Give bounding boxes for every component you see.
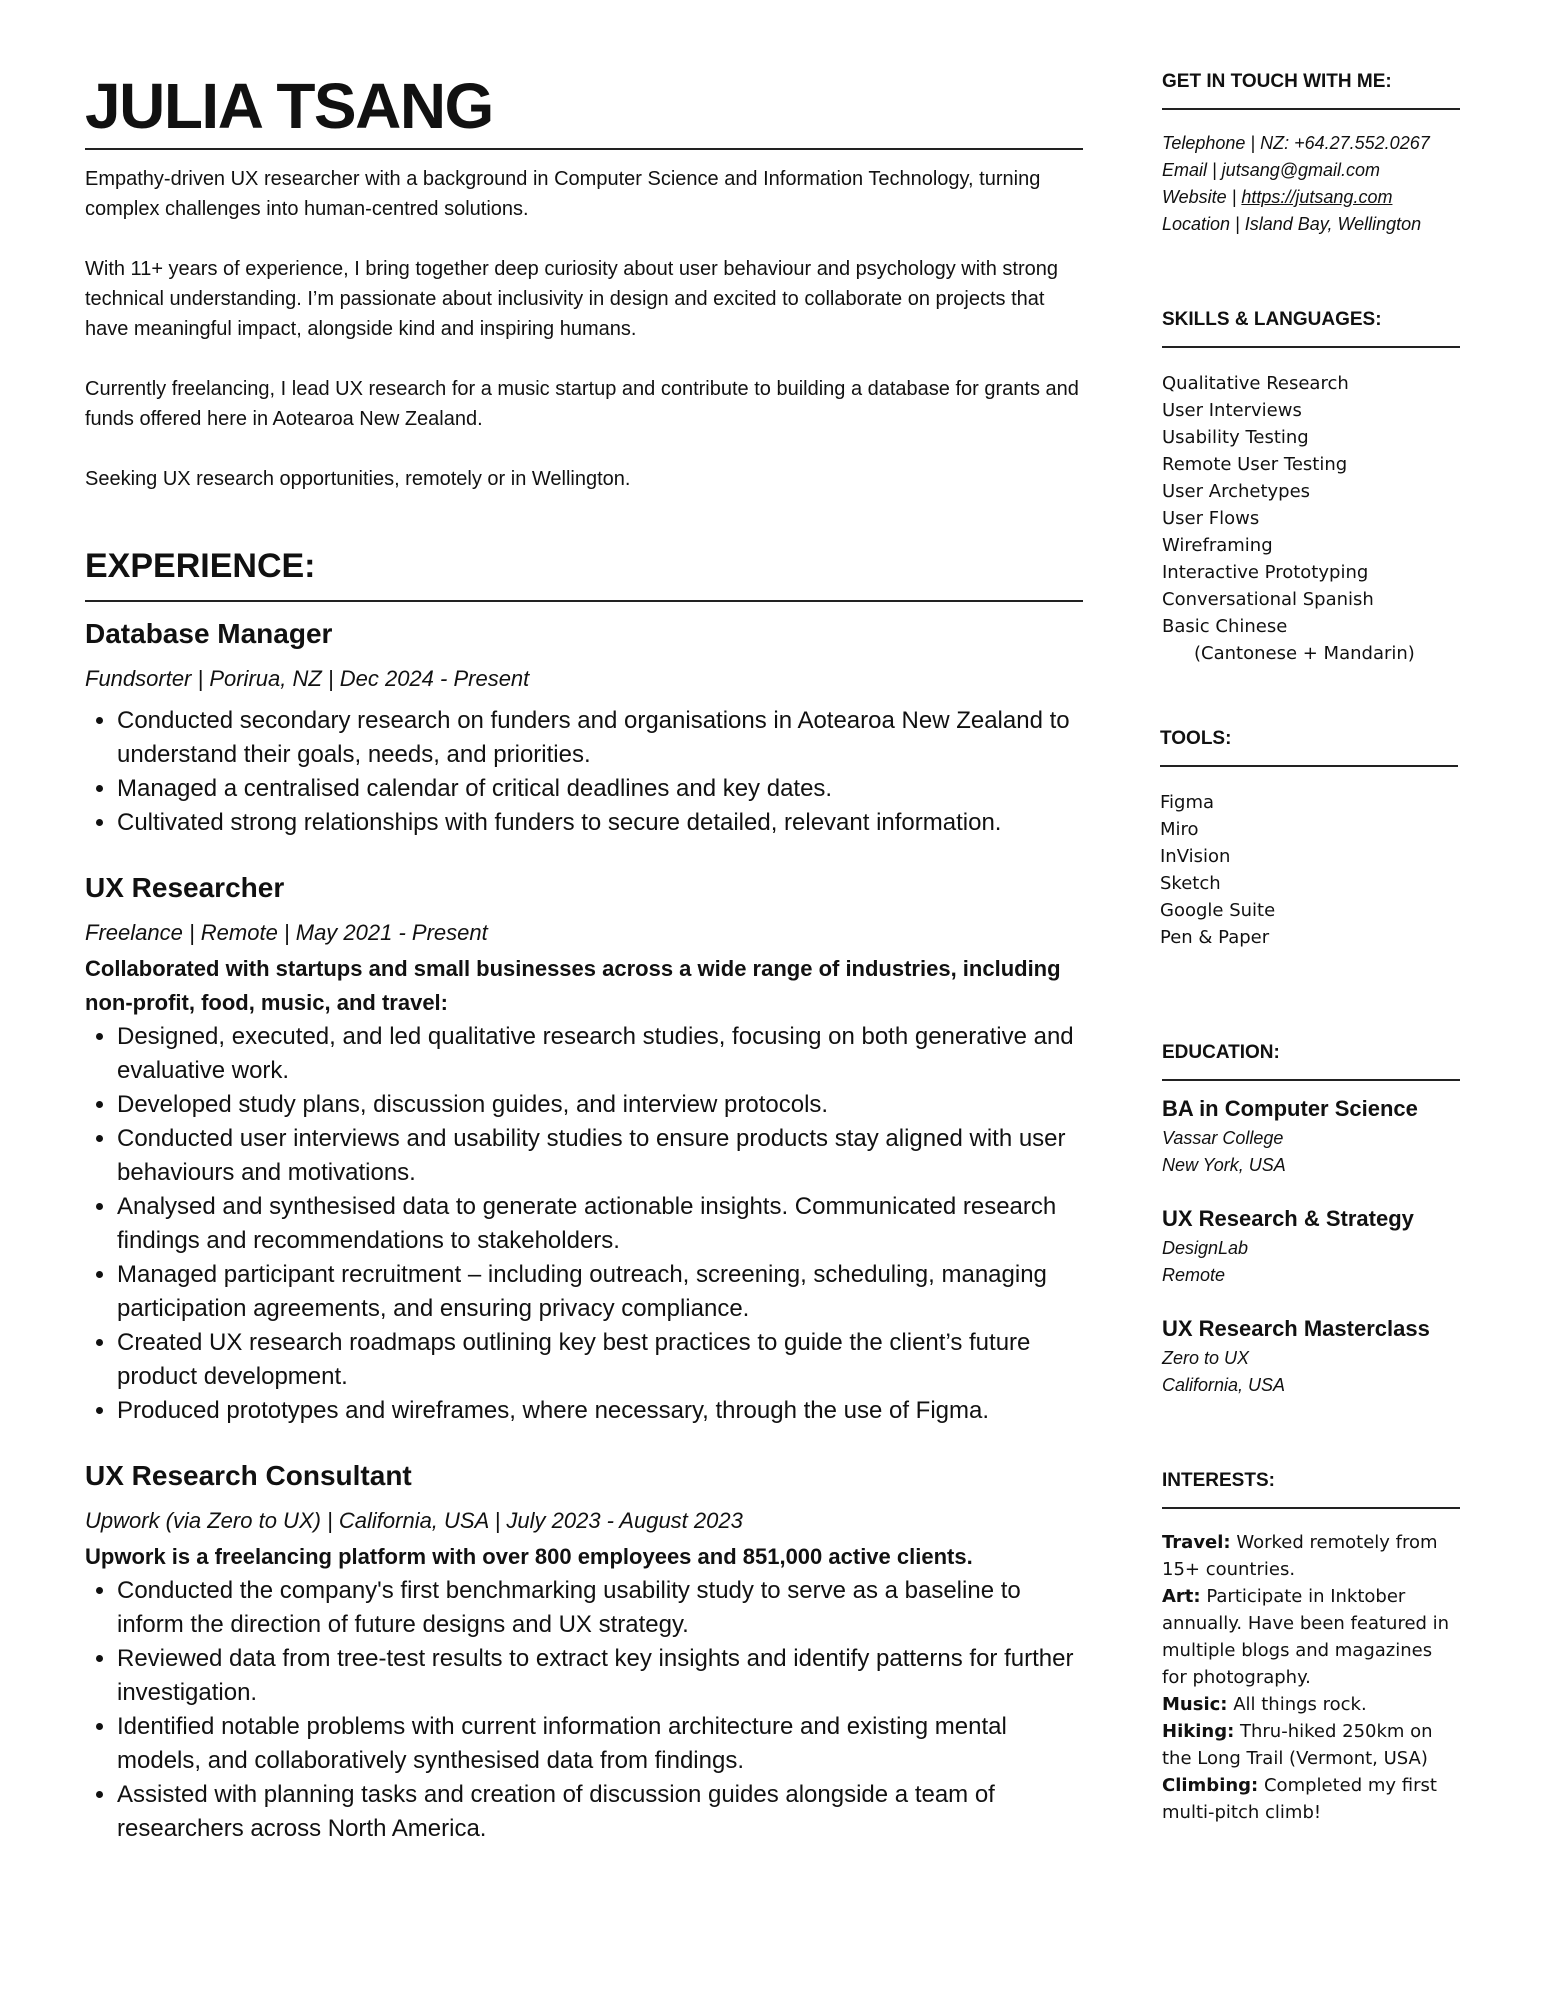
job-meta: Upwork (via Zero to UX) | California, USA | July 2023 - August 2023	[85, 1508, 743, 1533]
skills-section	[1162, 308, 1462, 667]
candidate-name: JULIA TSANG	[85, 70, 493, 142]
skill-item: User Interviews	[1162, 400, 1302, 421]
contact-section	[1162, 70, 1462, 238]
education-degree: UX Research Masterclass	[1162, 1316, 1430, 1341]
intro-paragraph: Seeking UX research opportunities, remotely or in Wellington.	[85, 468, 631, 490]
interests-divider	[1162, 1507, 1460, 1509]
skill-item: Qualitative Research	[1162, 373, 1349, 394]
job-entry	[85, 616, 1085, 840]
tool-item: Pen & Paper	[1160, 927, 1270, 948]
interest-item	[1162, 1529, 1462, 1583]
skill-item: Wireframing	[1162, 535, 1273, 556]
job-bullets	[85, 704, 1085, 840]
job-title: UX Research Consultant	[85, 1460, 412, 1491]
education-school: Zero to UX	[1162, 1348, 1250, 1368]
interest-item	[1162, 1718, 1462, 1772]
skill-item: Interactive Prototyping	[1162, 562, 1369, 583]
interests-section	[1162, 1469, 1462, 1826]
interest-item	[1162, 1772, 1462, 1826]
sidebar	[1162, 70, 1462, 1886]
contact-email: Email | jutsang@gmail.com	[1162, 160, 1381, 180]
education-degree: BA in Computer Science	[1162, 1096, 1418, 1121]
skill-item: Conversational Spanish	[1162, 589, 1374, 610]
job-title: UX Researcher	[85, 872, 285, 903]
education-item	[1162, 1313, 1462, 1399]
experience-heading: EXPERIENCE:	[85, 547, 316, 585]
intro-paragraph: Empathy-driven UX researcher with a background in Computer Science and Information Technology, turning complex challenges into human-centred solutions.	[85, 168, 1041, 220]
main-column	[85, 70, 1085, 1846]
contact-telephone: Telephone | NZ: +64.27.552.0267	[1162, 133, 1430, 153]
name-divider	[85, 148, 1083, 150]
interests-list	[1162, 1529, 1462, 1826]
job-bullet: • Developed study plans, discussion guides, and interview protocols.	[117, 1088, 1085, 1122]
education-school: DesignLab	[1162, 1238, 1249, 1258]
job-bullet: • Conducted the company's first benchmarking usability study to serve as a baseline to inform the direction of future designs and UX strategy.	[117, 1574, 1085, 1642]
job-bullets	[85, 1574, 1085, 1846]
interest-text: Participate in Inktober annually. Have been featured in multiple blogs and magazines for photography.	[1162, 1586, 1450, 1688]
job-meta: Fundsorter | Porirua, NZ | Dec 2024 - Present	[85, 666, 530, 691]
education-item	[1162, 1203, 1462, 1289]
website-label: Website |	[1162, 187, 1242, 207]
interests-heading: INTERESTS:	[1162, 1470, 1275, 1491]
tool-item: InVision	[1160, 846, 1231, 867]
interest-text: Worked remotely from 15+ countries.	[1162, 1532, 1438, 1580]
tool-item: Google Suite	[1160, 900, 1276, 921]
interest-label: Art:	[1162, 1586, 1201, 1607]
interest-label: Travel:	[1162, 1532, 1231, 1553]
tools-section	[1160, 727, 1462, 951]
job-bullet: • Created UX research roadmaps outlining key best practices to guide the client’s future product development.	[117, 1326, 1085, 1394]
education-section	[1162, 1041, 1462, 1399]
experience-divider	[85, 600, 1083, 602]
skill-item: Usability Testing	[1162, 427, 1309, 448]
job-bullets	[85, 1020, 1085, 1428]
education-place: California, USA	[1162, 1375, 1286, 1395]
education-place: New York, USA	[1162, 1155, 1286, 1175]
skills-list	[1162, 370, 1462, 667]
job-bullet: • Managed participant recruitment – including outreach, screening, scheduling, managing participation agreements, and ensuring privacy compliance.	[117, 1258, 1085, 1326]
tool-item: Sketch	[1160, 873, 1221, 894]
interest-label: Music:	[1162, 1694, 1228, 1715]
skills-divider	[1162, 346, 1460, 348]
education-divider	[1162, 1079, 1460, 1081]
interest-item	[1162, 1691, 1462, 1718]
interest-text: Thru-hiked 250km on the Long Trail (Vermont, USA)	[1162, 1721, 1433, 1769]
contact-divider	[1162, 108, 1460, 110]
skill-sub-item: (Cantonese + Mandarin)	[1194, 643, 1415, 664]
job-bullet: • Conducted user interviews and usability studies to ensure products stay aligned with user behaviours and motivations.	[117, 1122, 1085, 1190]
intro-summary	[85, 164, 1085, 494]
skill-item: Remote User Testing	[1162, 454, 1348, 475]
job-bullet: • Conducted secondary research on funders and organisations in Aotearoa New Zealand to understand their goals, needs, and priorities.	[117, 704, 1085, 772]
education-heading: EDUCATION:	[1162, 1042, 1280, 1063]
interest-text: Completed my first multi-pitch climb!	[1162, 1775, 1437, 1823]
job-summary: Upwork is a freelancing platform with over 800 employees and 851,000 active clients.	[85, 1544, 973, 1569]
job-entry	[85, 870, 1085, 1428]
job-title: Database Manager	[85, 618, 333, 649]
job-bullet: • Designed, executed, and led qualitative research studies, focusing on both generative and evaluative work.	[117, 1020, 1085, 1088]
job-summary: Collaborated with startups and small businesses across a wide range of industries, including non-profit, food, music, and travel:	[85, 956, 1061, 1015]
skill-item: Basic Chinese	[1162, 616, 1288, 637]
education-place: Remote	[1162, 1265, 1226, 1285]
job-meta: Freelance | Remote | May 2021 - Present	[85, 920, 488, 945]
job-entry	[85, 1458, 1085, 1846]
website-link[interactable]: https://jutsang.com	[1241, 187, 1393, 207]
contact-website	[1162, 184, 1462, 211]
skill-item: User Archetypes	[1162, 481, 1311, 502]
education-school: Vassar College	[1162, 1128, 1284, 1148]
interest-text: All things rock.	[1227, 1694, 1367, 1715]
education-item	[1162, 1093, 1462, 1179]
intro-paragraph: With 11+ years of experience, I bring together deep curiosity about user behaviour and psychology with strong technical understanding. I’m passionate about inclusivity in design and excited to collaborate on projects that have meaningful impact, alongside kind and inspiring humans.	[85, 258, 1058, 340]
contact-details	[1162, 130, 1462, 238]
skills-heading: SKILLS & LANGUAGES:	[1162, 309, 1382, 330]
job-bullet: • Cultivated strong relationships with funders to secure detailed, relevant information.	[117, 806, 1085, 840]
interest-label: Hiking:	[1162, 1721, 1235, 1742]
tools-heading: TOOLS:	[1160, 728, 1232, 749]
tool-item: Figma	[1160, 792, 1215, 813]
job-bullet: • Managed a centralised calendar of critical deadlines and key dates.	[117, 772, 1085, 806]
intro-paragraph: Currently freelancing, I lead UX research for a music startup and contribute to building a database for grants and funds offered here in Aotearoa New Zealand.	[85, 378, 1079, 430]
contact-location: Location | Island Bay, Wellington	[1162, 214, 1422, 234]
tools-list	[1160, 789, 1462, 951]
tools-divider	[1160, 765, 1458, 767]
interest-label: Climbing:	[1162, 1775, 1259, 1796]
job-bullet: • Identified notable problems with current information architecture and existing mental models, and collaboratively synthesised data from findings.	[117, 1710, 1085, 1778]
interest-item	[1162, 1583, 1462, 1691]
skill-item: User Flows	[1162, 508, 1260, 529]
tool-item: Miro	[1160, 819, 1199, 840]
job-bullet: • Produced prototypes and wireframes, where necessary, through the use of Figma.	[117, 1394, 1085, 1428]
job-bullet: • Analysed and synthesised data to generate actionable insights. Communicated research findings and recommendations to stakeholders.	[117, 1190, 1085, 1258]
job-bullet: • Assisted with planning tasks and creation of discussion guides alongside a team of researchers across North America.	[117, 1778, 1085, 1846]
job-bullet: • Reviewed data from tree-test results to extract key insights and identify patterns for further investigation.	[117, 1642, 1085, 1710]
education-degree: UX Research & Strategy	[1162, 1206, 1414, 1231]
contact-heading: GET IN TOUCH WITH ME:	[1162, 71, 1392, 92]
